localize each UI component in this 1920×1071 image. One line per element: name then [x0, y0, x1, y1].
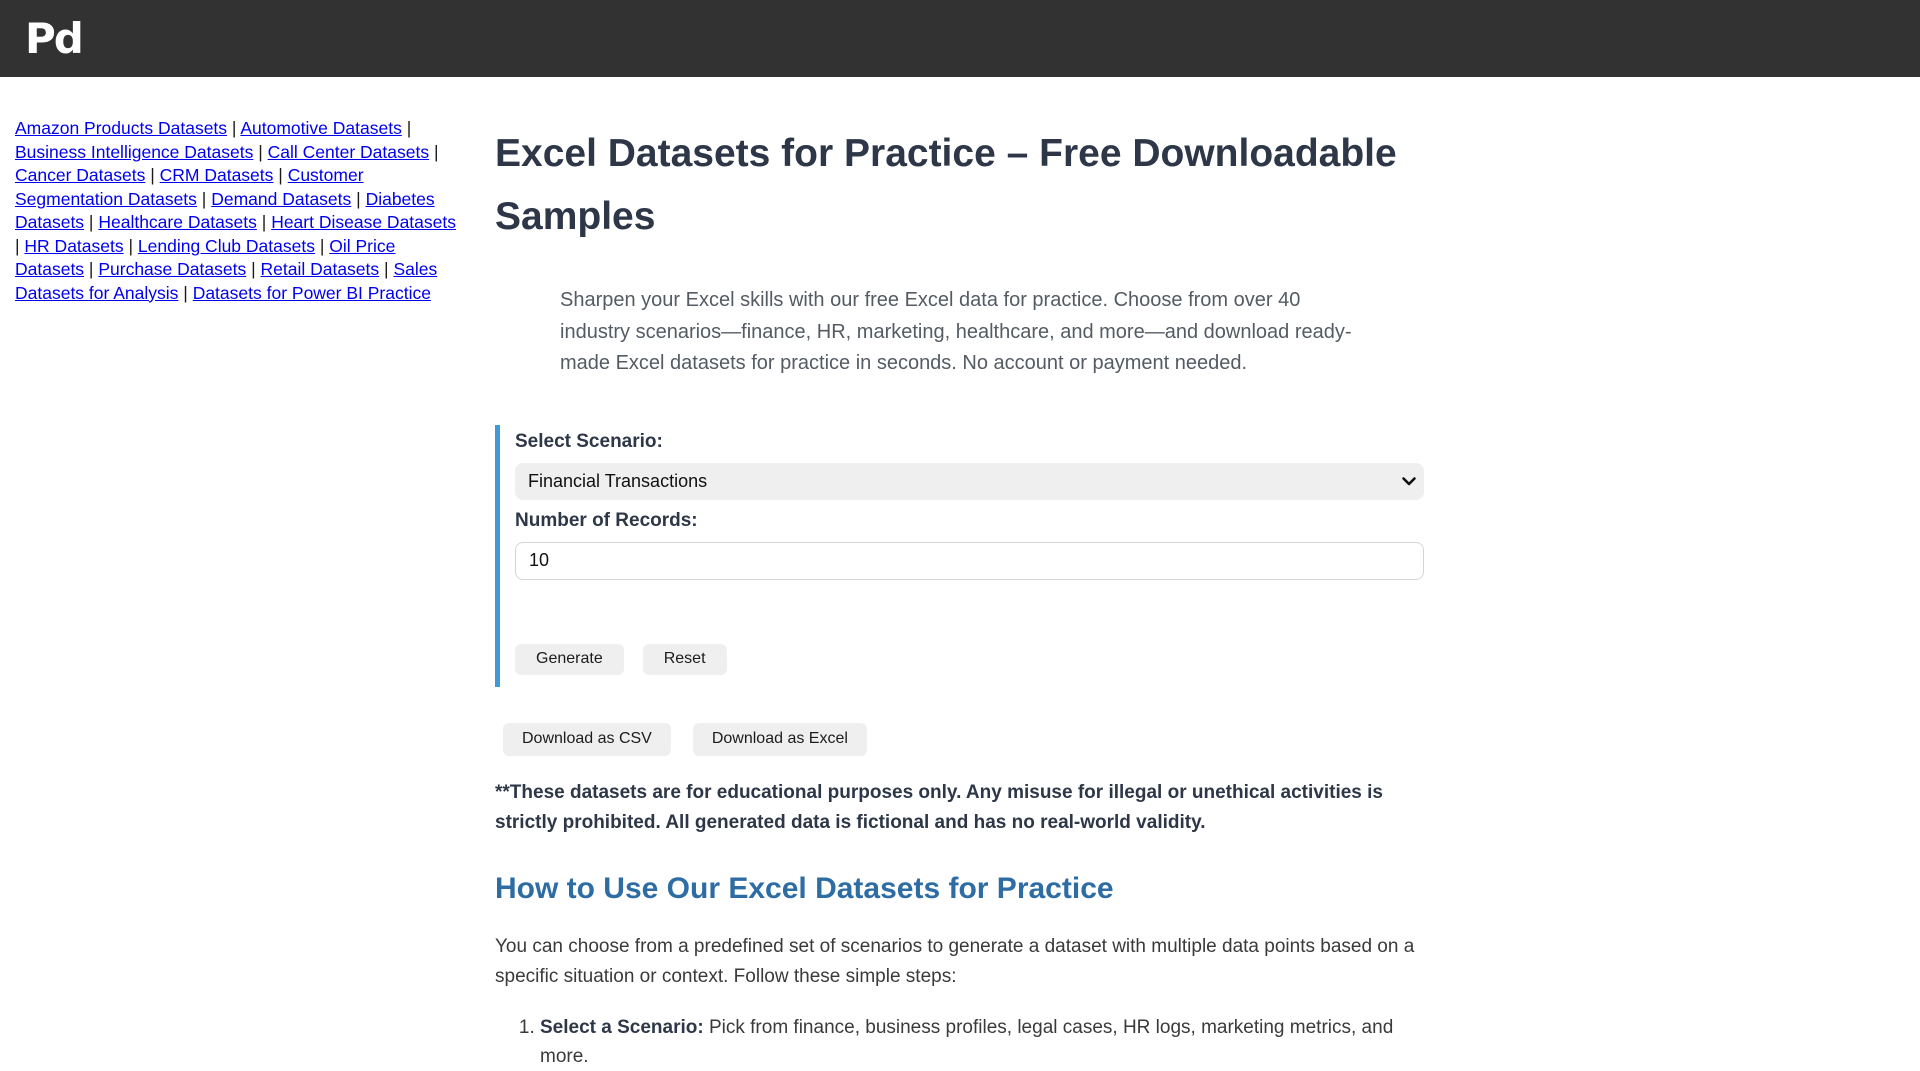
sidebar-link[interactable]: Demand Datasets [211, 188, 352, 209]
site-header [0, 0, 1920, 77]
sidebar-dataset-links: Amazon Products Datasets | Automotive Datasets | Business Intelligence Datasets | Call Center Datasets | Cancer Datasets | CRM Datasets | Customer Segmentation Datasets | Demand Datasets | Diabetes Datasets | Healthcare Datasets | Heart Disease Datasets | HR Datasets | Lending Club Datasets | Oil Price Datasets | Purchase Datasets | Retail Datasets | Sales Datasets for Analysis | Datasets for Power BI Practice [15, 118, 456, 303]
scenario-select[interactable] [515, 463, 1424, 500]
sidebar-link[interactable]: Purchase Datasets [98, 259, 247, 279]
sidebar-link[interactable]: Diabetes Datasets [15, 188, 435, 232]
main-content [495, 117, 1429, 1071]
step-label: Select a Scenario: [540, 1016, 704, 1038]
page-layout [0, 77, 1920, 1071]
form-buttons-row [515, 644, 1429, 675]
scenario-label: Select Scenario: [515, 430, 663, 452]
sidebar-link[interactable]: Datasets for Power BI Practice [192, 282, 431, 303]
download-csv-button[interactable]: Download as CSV [503, 723, 671, 756]
records-label: Number of Records: [515, 509, 698, 531]
sidebar-link[interactable]: Business Intelligence Datasets [15, 141, 254, 162]
scenario-select-wrap [515, 463, 1429, 500]
site-logo[interactable]: Pd [25, 13, 82, 63]
sidebar-link[interactable]: HR Datasets [24, 235, 124, 256]
sidebar-link[interactable]: Call Center Datasets [267, 141, 430, 162]
how-to-heading: How to Use Our Excel Datasets for Practice [495, 871, 1114, 905]
sidebar-link[interactable]: Automotive Datasets [240, 118, 402, 138]
sidebar-link[interactable]: Retail Datasets [260, 259, 380, 279]
records-input[interactable] [515, 542, 1424, 580]
sidebar-link[interactable]: Sales Datasets for Analysis [15, 259, 438, 303]
how-to-steps-list [495, 1013, 1429, 1071]
sidebar-link[interactable]: Lending Club Datasets [137, 235, 315, 256]
sidebar-link[interactable]: Amazon Products Datasets [15, 118, 228, 138]
reset-button[interactable]: Reset [643, 644, 727, 675]
disclaimer-text: **These datasets are for educational purposes only. Any misuse for illegal or unethical activities is strictly prohibited. All generated data is fictional and has no real-world validity. [495, 781, 1383, 833]
how-to-step [540, 1013, 1429, 1071]
sidebar-link[interactable]: Healthcare Datasets [98, 212, 257, 232]
how-to-intro: You can choose from a predefined set of scenarios to generate a dataset with multiple data points based on a specific situation or context. Follow these simple steps: [495, 935, 1415, 987]
sidebar-link[interactable]: CRM Datasets [159, 165, 274, 185]
download-buttons-row [503, 723, 1429, 756]
download-excel-button[interactable]: Download as Excel [693, 723, 867, 756]
intro-paragraph: Sharpen your Excel skills with our free Excel data for practice. Choose from over 40 industry scenarios—finance, HR, marketing, healthcare, and more—and download ready-made Excel datasets for practice in seconds. No account or payment needed. [560, 289, 1352, 374]
sidebar-link[interactable]: Customer Segmentation Datasets [15, 165, 364, 209]
dataset-generator-form [495, 425, 1429, 687]
sidebar-link[interactable]: Heart Disease Datasets [271, 212, 456, 232]
step-text: Pick from finance, business profiles, legal cases, HR logs, marketing metrics, and more. [540, 1016, 1394, 1067]
generate-button[interactable]: Generate [515, 644, 624, 675]
page-title: Excel Datasets for Practice – Free Downloadable Samples [495, 132, 1397, 238]
sidebar-link[interactable]: Oil Price Datasets [15, 235, 396, 279]
sidebar-link[interactable]: Cancer Datasets [15, 165, 146, 185]
